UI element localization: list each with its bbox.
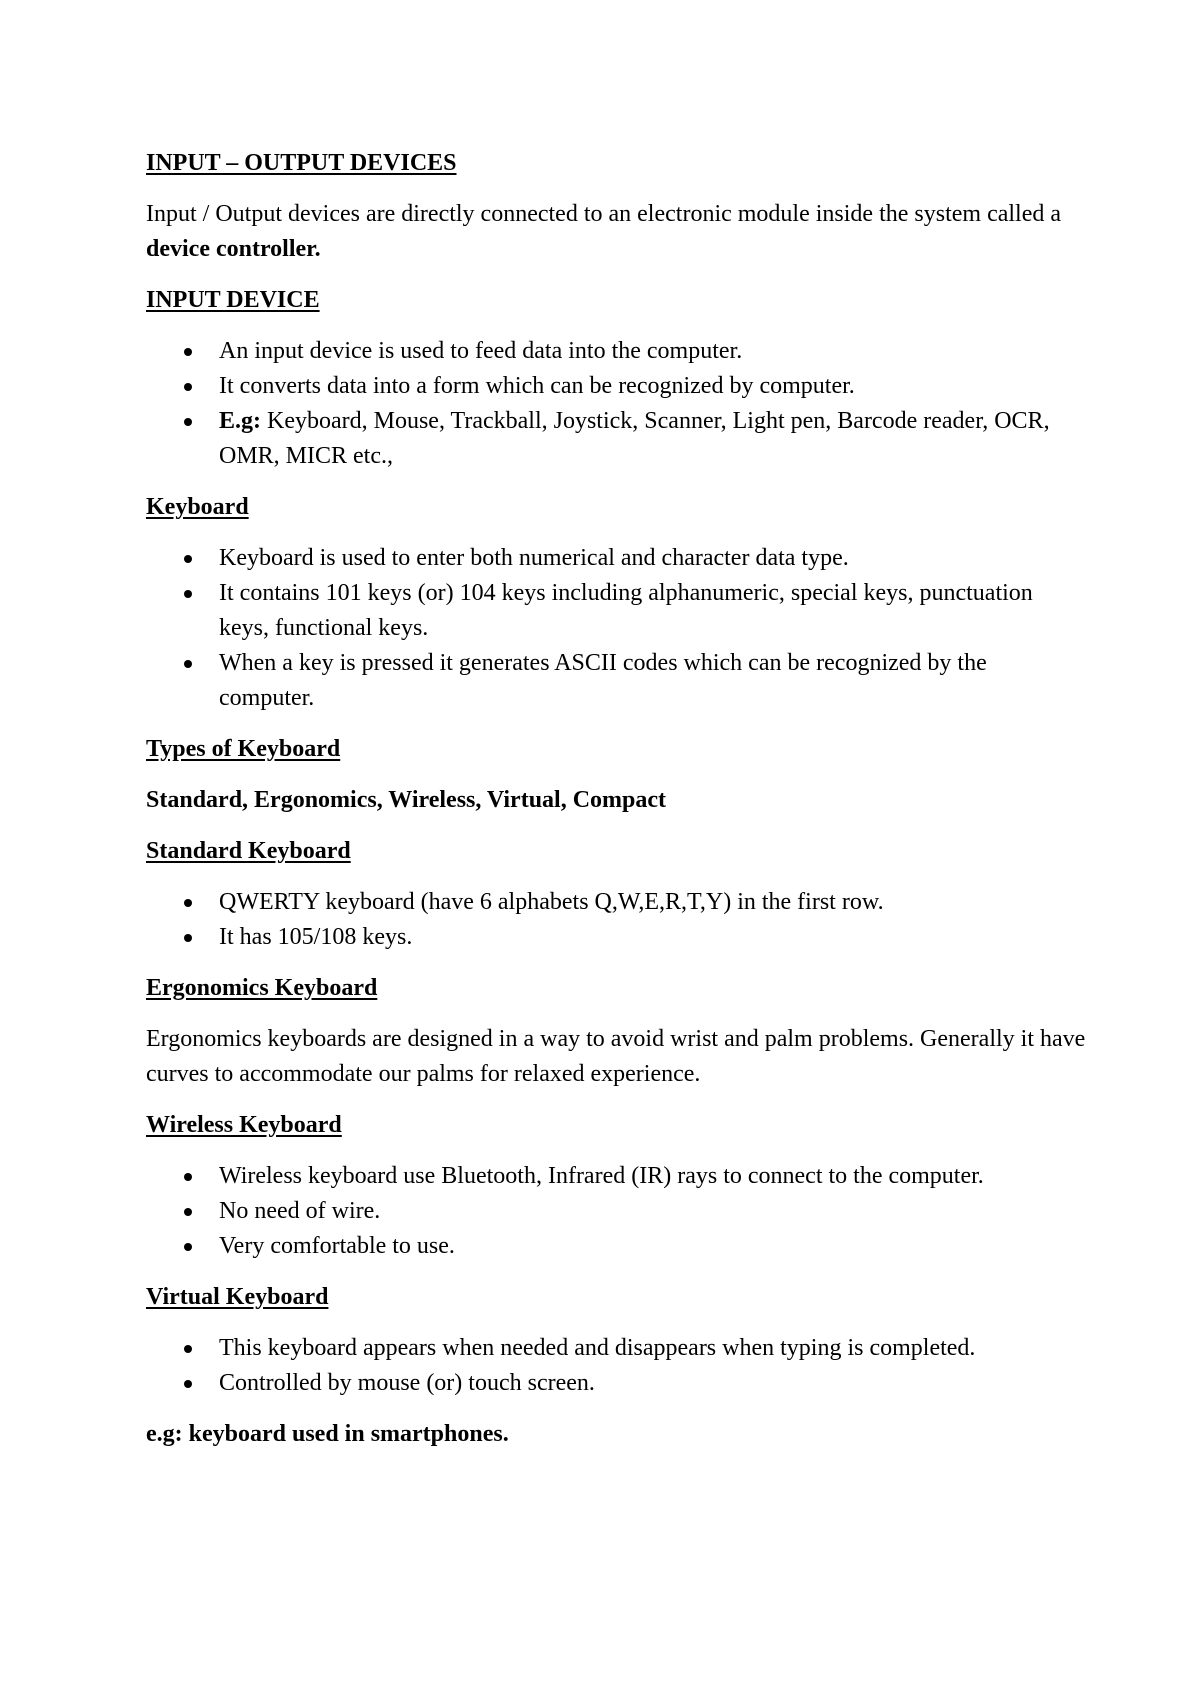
- standard-heading: Standard Keyboard: [146, 838, 351, 864]
- list-item: [146, 576, 1086, 646]
- list-item-text: Keyboard is used to enter both numerical and character data type.: [219, 545, 849, 571]
- bullet-icon: [184, 899, 192, 907]
- standard-list: [146, 885, 1086, 955]
- virtual-heading: Virtual Keyboard: [146, 1284, 329, 1310]
- page-title: INPUT – OUTPUT DEVICES: [146, 150, 457, 176]
- input-device-heading: INPUT DEVICE: [146, 287, 320, 313]
- bullet-icon: [184, 1380, 192, 1388]
- input-device-list: [146, 334, 1086, 474]
- list-item: [146, 885, 1086, 920]
- list-item-text: Wireless keyboard use Bluetooth, Infrared (IR) rays to connect to the computer.: [219, 1163, 984, 1189]
- list-item-text: QWERTY keyboard (have 6 alphabets Q,W,E,R,T,Y) in the first row.: [219, 889, 884, 915]
- list-item-text: It contains 101 keys (or) 104 keys including alphanumeric, special keys, punctuation keys, functional keys.: [219, 580, 1033, 641]
- list-item: [146, 541, 1086, 576]
- bullet-icon: [184, 590, 192, 598]
- bullet-icon: [184, 1345, 192, 1353]
- list-item: [146, 920, 1086, 955]
- bullet-icon: [184, 383, 192, 391]
- list-item-text: Very comfortable to use.: [219, 1233, 455, 1259]
- bullet-icon: [184, 1243, 192, 1251]
- list-item-text: It has 105/108 keys.: [219, 924, 413, 950]
- wireless-list: [146, 1159, 1086, 1264]
- list-item: [146, 1159, 1086, 1194]
- document-page: [146, 146, 1086, 1468]
- bullet-icon: [184, 934, 192, 942]
- types-list: Standard, Ergonomics, Wireless, Virtual, Compact: [146, 787, 667, 813]
- bullet-icon: [184, 1208, 192, 1216]
- ergonomics-paragraph: Ergonomics keyboards are designed in a way to avoid wrist and palm problems. Generally it have curves to accommodate our palms for relaxed experience.: [146, 1026, 1086, 1087]
- list-item: [146, 1194, 1086, 1229]
- list-item: [146, 334, 1086, 369]
- intro-text: Input / Output devices are directly connected to an electronic module inside the system called a: [146, 201, 1062, 227]
- list-item: [146, 646, 1086, 716]
- types-heading: Types of Keyboard: [146, 736, 341, 762]
- list-item: [146, 1331, 1086, 1366]
- list-item: [146, 1366, 1086, 1401]
- virtual-example: e.g: keyboard used in smartphones.: [146, 1421, 509, 1447]
- bullet-icon: [184, 555, 192, 563]
- intro-paragraph: [146, 197, 1086, 267]
- list-item-text: No need of wire.: [219, 1198, 381, 1224]
- wireless-heading: Wireless Keyboard: [146, 1112, 342, 1138]
- ergonomics-heading: Ergonomics Keyboard: [146, 975, 378, 1001]
- list-item: [146, 404, 1086, 474]
- keyboard-list: [146, 541, 1086, 716]
- list-item: [146, 1229, 1086, 1264]
- virtual-list: [146, 1331, 1086, 1401]
- example-text: Keyboard, Mouse, Trackball, Joystick, Scanner, Light pen, Barcode reader, OCR, OMR, MICR etc.,: [219, 408, 1050, 469]
- list-item-text: When a key is pressed it generates ASCII codes which can be recognized by the computer.: [219, 650, 987, 711]
- bullet-icon: [184, 1173, 192, 1181]
- list-item-text: It converts data into a form which can be recognized by computer.: [219, 373, 855, 399]
- bullet-icon: [184, 348, 192, 356]
- list-item-text: This keyboard appears when needed and disappears when typing is completed.: [219, 1335, 976, 1361]
- example-label: E.g:: [219, 408, 261, 434]
- keyboard-heading: Keyboard: [146, 494, 249, 520]
- intro-bold-term: device controller.: [146, 236, 321, 262]
- list-item-text: Controlled by mouse (or) touch screen.: [219, 1370, 595, 1396]
- list-item: [146, 369, 1086, 404]
- list-item-text: An input device is used to feed data into the computer.: [219, 338, 743, 364]
- bullet-icon: [184, 660, 192, 668]
- bullet-icon: [184, 418, 192, 426]
